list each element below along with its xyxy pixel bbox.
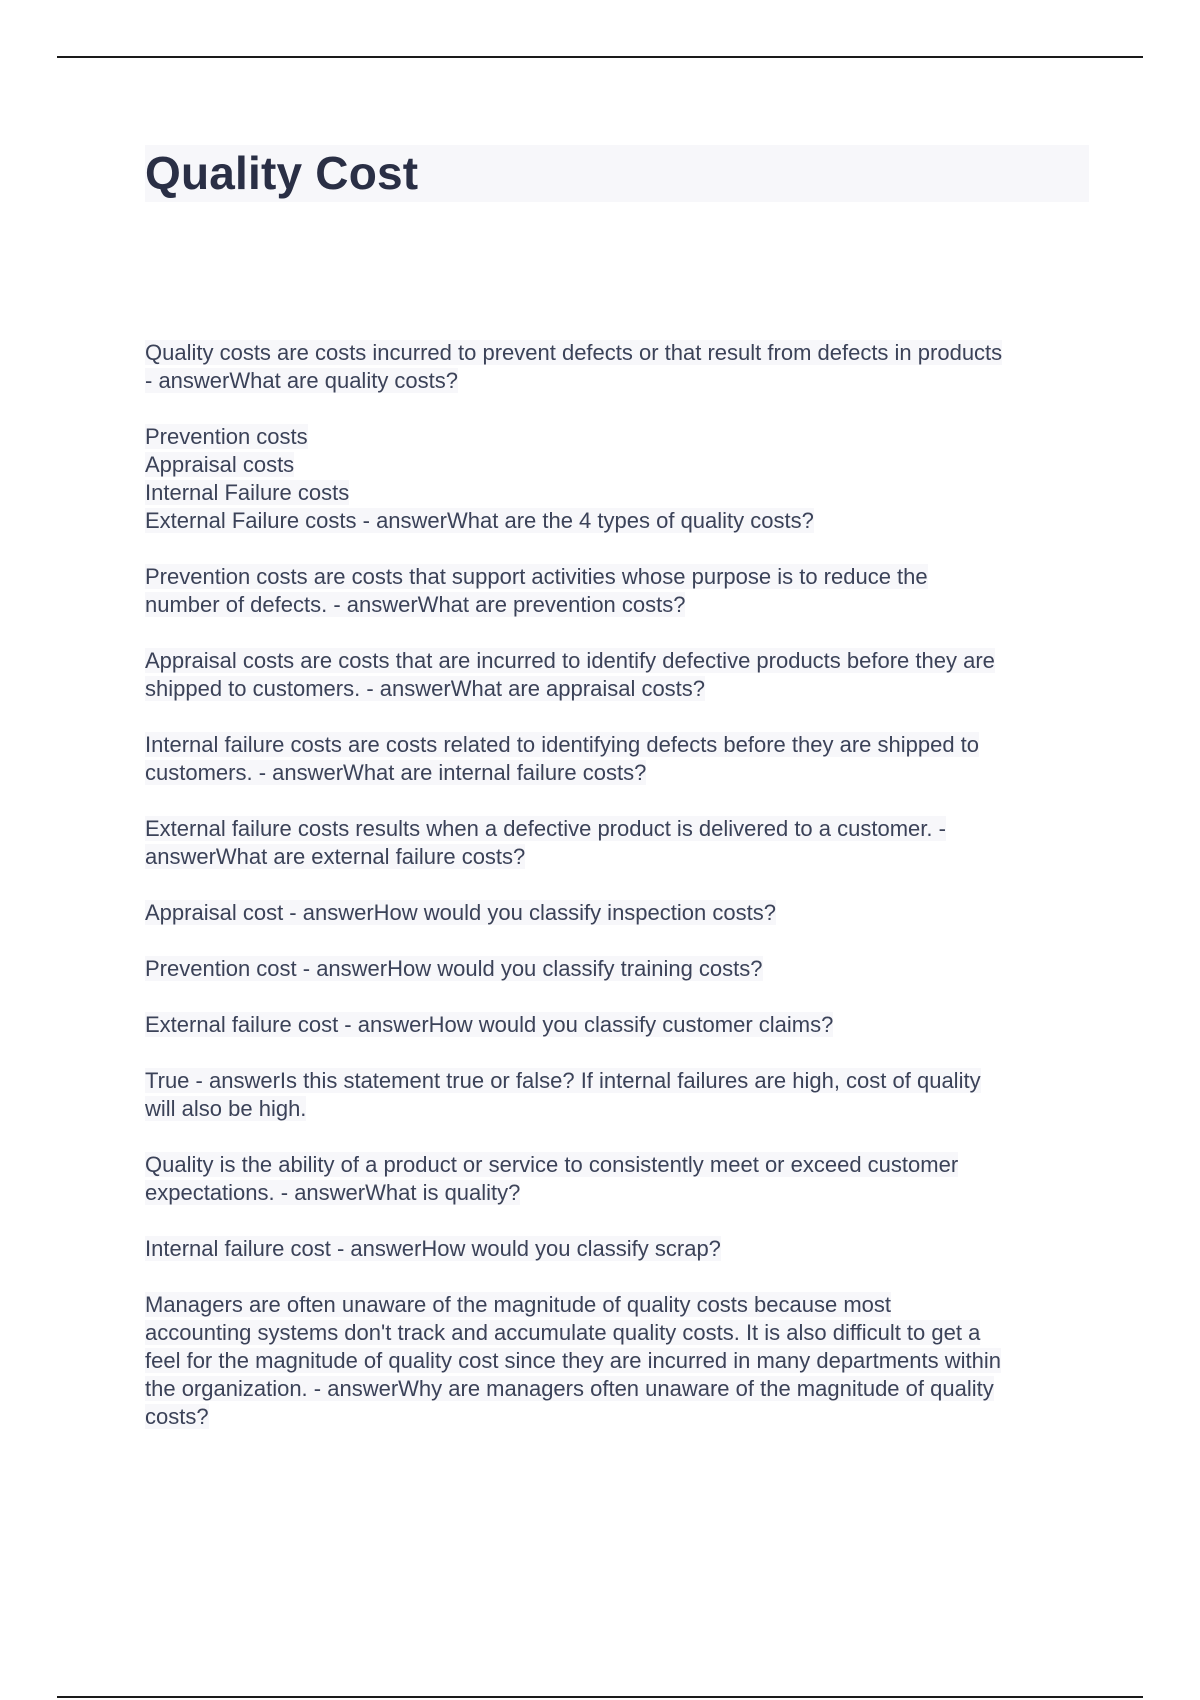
qa-line: answerWhat are external failure costs?: [145, 844, 526, 869]
qa-line-row: [145, 1375, 1095, 1403]
qa-line-row: [145, 731, 1095, 759]
qa-line-row: [145, 591, 1095, 619]
qa-entry: [145, 563, 1095, 619]
page-title: Quality Cost: [145, 147, 419, 199]
qa-line: accounting systems don't track and accumulate quality costs. It is also difficult to get a: [145, 1320, 981, 1345]
qa-line: Appraisal cost - answerHow would you classify inspection costs?: [145, 900, 776, 925]
qa-line: True - answerIs this statement true or false? If internal failures are high, cost of quality: [145, 1068, 981, 1093]
qa-line: Internal failure cost - answerHow would you classify scrap?: [145, 1236, 721, 1261]
bottom-rule: [57, 1696, 1143, 1698]
qa-entry: [145, 731, 1095, 787]
qa-line: Quality is the ability of a product or service to consistently meet or exceed customer: [145, 1152, 959, 1177]
qa-line-row: [145, 563, 1095, 591]
qa-entry: [145, 815, 1095, 871]
qa-line: Appraisal costs: [145, 452, 295, 477]
top-rule: [57, 56, 1143, 58]
qa-list: [145, 339, 1095, 1459]
qa-line: External failure cost - answerHow would you classify customer claims?: [145, 1012, 834, 1037]
qa-line: Internal Failure costs: [145, 480, 350, 505]
qa-line-row: [145, 1347, 1095, 1375]
qa-line-row: [145, 1095, 1095, 1123]
qa-entry: [145, 339, 1095, 395]
qa-line: will also be high.: [145, 1096, 307, 1121]
qa-line-row: [145, 1179, 1095, 1207]
qa-entry: [145, 955, 1095, 983]
qa-line: expectations. - answerWhat is quality?: [145, 1180, 521, 1205]
qa-line: number of defects. - answerWhat are prevention costs?: [145, 592, 686, 617]
qa-entry: [145, 423, 1095, 535]
qa-line: - answerWhat are quality costs?: [145, 368, 459, 393]
qa-line-row: [145, 339, 1095, 367]
qa-line-row: [145, 1151, 1095, 1179]
qa-line-row: [145, 815, 1095, 843]
qa-line: Prevention costs are costs that support activities whose purpose is to reduce the: [145, 564, 928, 589]
qa-line: customers. - answerWhat are internal failure costs?: [145, 760, 647, 785]
qa-line: Prevention costs: [145, 424, 308, 449]
qa-line: Prevention cost - answerHow would you classify training costs?: [145, 956, 763, 981]
qa-line-row: [145, 1319, 1095, 1347]
qa-line-row: [145, 1067, 1095, 1095]
qa-line-row: [145, 899, 1095, 927]
qa-entry: [145, 1151, 1095, 1207]
qa-line-row: [145, 843, 1095, 871]
qa-line-row: [145, 1011, 1095, 1039]
qa-line-row: [145, 955, 1095, 983]
qa-entry: [145, 1011, 1095, 1039]
qa-line-row: [145, 1235, 1095, 1263]
qa-entry: [145, 647, 1095, 703]
qa-line: shipped to customers. - answerWhat are appraisal costs?: [145, 676, 706, 701]
qa-line-row: [145, 759, 1095, 787]
qa-line: the organization. - answerWhy are managers often unaware of the magnitude of quality: [145, 1376, 994, 1401]
qa-line: costs?: [145, 1404, 209, 1429]
qa-line-row: [145, 367, 1095, 395]
qa-line-row: [145, 479, 1095, 507]
qa-line: External failure costs results when a defective product is delivered to a customer. -: [145, 816, 946, 841]
qa-line: Appraisal costs are costs that are incurred to identify defective products before they are: [145, 648, 995, 673]
qa-line: Managers are often unaware of the magnitude of quality costs because most: [145, 1292, 891, 1317]
qa-entry: [145, 1291, 1095, 1431]
qa-line: External Failure costs - answerWhat are the 4 types of quality costs?: [145, 508, 814, 533]
qa-entry: [145, 899, 1095, 927]
qa-line: Quality costs are costs incurred to prevent defects or that result from defects in products: [145, 340, 1003, 365]
qa-line-row: [145, 675, 1095, 703]
qa-line-row: [145, 451, 1095, 479]
qa-line-row: [145, 647, 1095, 675]
qa-line: Internal failure costs are costs related to identifying defects before they are shipped to: [145, 732, 980, 757]
qa-line-row: [145, 1403, 1095, 1431]
qa-line-row: [145, 1291, 1095, 1319]
qa-entry: [145, 1235, 1095, 1263]
qa-line-row: [145, 423, 1095, 451]
qa-line-row: [145, 507, 1095, 535]
qa-entry: [145, 1067, 1095, 1123]
qa-line: feel for the magnitude of quality cost since they are incurred in many departments within: [145, 1348, 1002, 1373]
